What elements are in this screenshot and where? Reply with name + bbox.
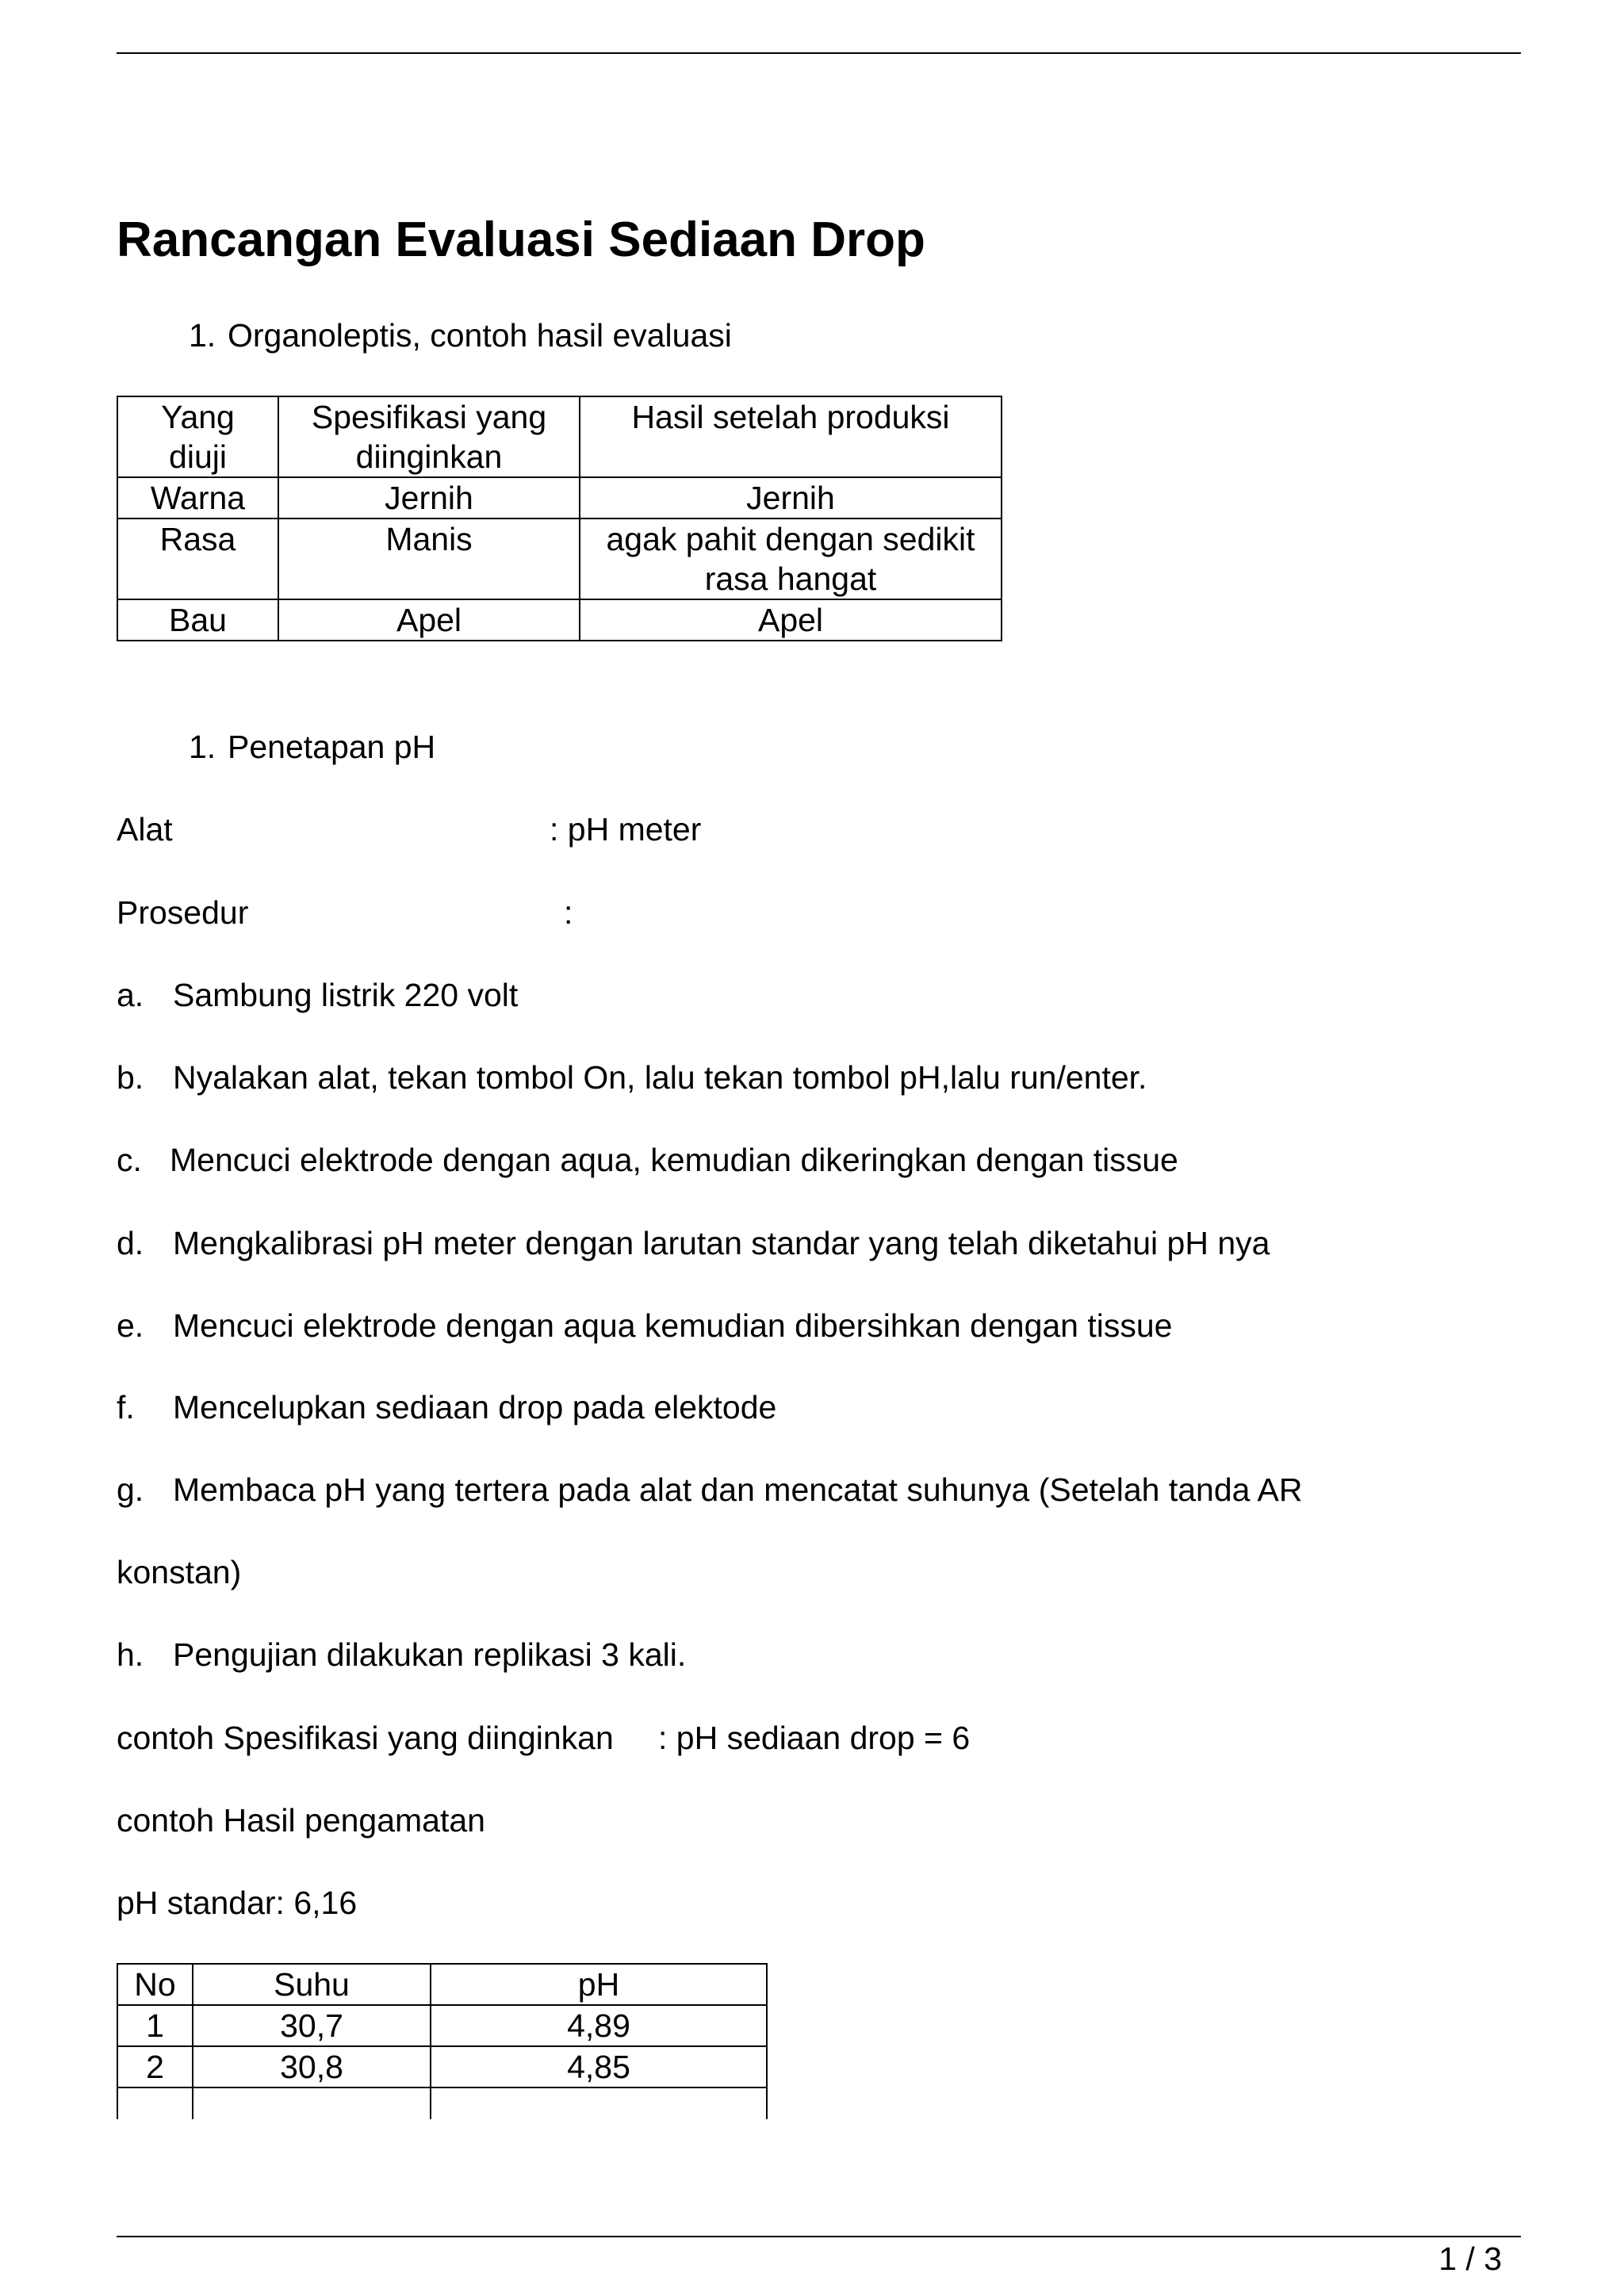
spesifikasi-label: contoh Spesifikasi yang diinginkan bbox=[117, 1720, 614, 1756]
step-text: Mengkalibrasi pH meter dengan larutan standar yang telah diketahui pH nya bbox=[173, 1225, 1270, 1261]
table-cell: 30,8 bbox=[193, 2046, 431, 2087]
footer-rule bbox=[117, 2236, 1521, 2237]
page-title: Rancangan Evaluasi Sediaan Drop bbox=[117, 212, 925, 267]
table-cell: Jernih bbox=[278, 477, 580, 519]
step-text: Mencuci elektrode dengan aqua, kemudian dikeringkan dengan tissue bbox=[170, 1142, 1178, 1178]
step-text: Mencuci elektrode dengan aqua kemudian dibersihkan dengan tissue bbox=[173, 1307, 1173, 1344]
prosedur-label: Prosedur bbox=[117, 894, 249, 931]
table-cell: Manis bbox=[278, 519, 580, 599]
step-text: Nyalakan alat, tekan tombol On, lalu tekan tombol pH,lalu run/enter. bbox=[173, 1059, 1147, 1096]
prosedur-value: : bbox=[564, 894, 573, 931]
step-marker: g. bbox=[117, 1471, 144, 1508]
table-cell: Bau bbox=[117, 599, 278, 641]
table-cell: Apel bbox=[278, 599, 580, 641]
table-cell-empty bbox=[431, 2087, 767, 2119]
page-number: 1 / 3 bbox=[1438, 2241, 1502, 2277]
alat-value: : pH meter bbox=[550, 811, 702, 848]
spesifikasi-value: : pH sediaan drop = 6 bbox=[658, 1720, 971, 1756]
table-cell: Warna bbox=[117, 477, 278, 519]
table-cell-empty bbox=[193, 2087, 431, 2119]
alat-label: Alat bbox=[117, 811, 173, 848]
column-header-suhu: Suhu bbox=[193, 1964, 431, 2005]
section-heading-organoleptis: Organoleptis, contoh hasil evaluasi bbox=[228, 317, 732, 354]
ph-standar: pH standar: 6,16 bbox=[117, 1885, 358, 1921]
column-header-spesifikasi: Spesifikasi yang diinginkan bbox=[278, 396, 580, 477]
step-text: Pengujian dilakukan replikasi 3 kali. bbox=[173, 1636, 687, 1673]
step-marker: e. bbox=[117, 1307, 144, 1344]
step-text: Sambung listrik 220 volt bbox=[173, 977, 519, 1013]
step-marker: a. bbox=[117, 977, 144, 1013]
organoleptis-table bbox=[117, 396, 1002, 641]
step-marker: f. bbox=[117, 1389, 135, 1425]
table-cell: Jernih bbox=[580, 477, 1002, 519]
table-header-row bbox=[117, 396, 1002, 477]
table-cell: 2 bbox=[117, 2046, 193, 2087]
table-row bbox=[117, 477, 1002, 519]
step-text: Mencelupkan sediaan drop pada elektode bbox=[173, 1389, 777, 1425]
step-text-continuation: konstan) bbox=[117, 1554, 242, 1590]
table-cell-empty bbox=[117, 2087, 193, 2119]
table-cell: Rasa bbox=[117, 519, 278, 599]
table-cell: 1 bbox=[117, 2005, 193, 2046]
table-cell: 4,89 bbox=[431, 2005, 767, 2046]
table-row bbox=[117, 519, 1002, 599]
table-row bbox=[117, 599, 1002, 641]
ph-results-table bbox=[117, 1963, 768, 2119]
column-header-no: No bbox=[117, 1964, 193, 2005]
step-marker: h. bbox=[117, 1636, 144, 1673]
table-cell: 4,85 bbox=[431, 2046, 767, 2087]
section-number: 1. bbox=[189, 317, 216, 354]
column-header-hasil: Hasil setelah produksi bbox=[580, 396, 1002, 477]
step-marker: b. bbox=[117, 1059, 144, 1096]
hasil-pengamatan-label: contoh Hasil pengamatan bbox=[117, 1802, 485, 1839]
section-number: 1. bbox=[189, 729, 216, 765]
table-row bbox=[117, 2046, 767, 2087]
step-marker: c. bbox=[117, 1142, 142, 1178]
table-header-row bbox=[117, 1964, 767, 2005]
table-cell: Apel bbox=[580, 599, 1002, 641]
step-text: Membaca pH yang tertera pada alat dan mencatat suhunya (Setelah tanda AR bbox=[173, 1471, 1303, 1508]
step-marker: d. bbox=[117, 1225, 144, 1261]
table-row-continued bbox=[117, 2087, 767, 2119]
table-row bbox=[117, 2005, 767, 2046]
table-cell: agak pahit dengan sedikit rasa hangat bbox=[580, 519, 1002, 599]
column-header-yang-diuji: Yang diuji bbox=[117, 396, 278, 477]
table-cell: 30,7 bbox=[193, 2005, 431, 2046]
column-header-ph: pH bbox=[431, 1964, 767, 2005]
header-rule bbox=[117, 52, 1521, 54]
section-heading-penetapan-ph: Penetapan pH bbox=[228, 729, 436, 765]
